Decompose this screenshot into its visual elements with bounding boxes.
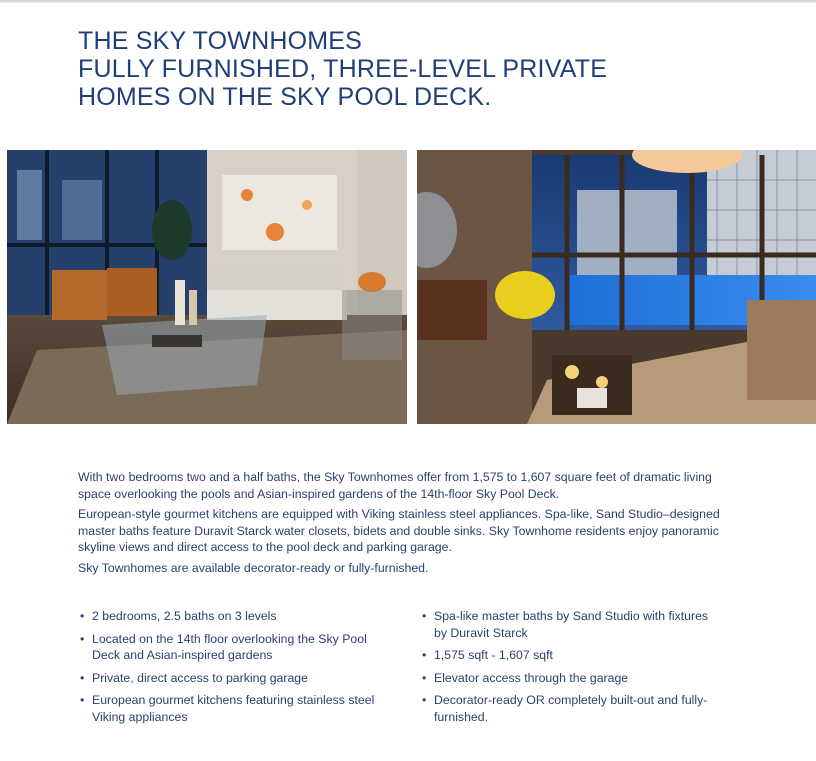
- bullet-icon: •: [80, 693, 85, 707]
- list-item: • 2 bedrooms, 2.5 baths on 3 levels: [80, 609, 277, 623]
- bullet-icon: •: [80, 670, 85, 685]
- list-item: • Located on the 14th floor overlooking the Sky Pool Deck and Asian-inspired gardens: [80, 631, 367, 662]
- description: [78, 469, 728, 581]
- bullet-icon: •: [80, 609, 85, 623]
- feature-list-right: [422, 608, 722, 731]
- bullet-icon: •: [422, 693, 427, 707]
- description-paragraph-2: European-style gourmet kitchens are equipped with Viking stainless steel appliances. Spa-like, Sand Studio–designed master baths feature Duravit Starck water closets, bidets and double sinks. Sky Townhome residents enjoy panoramic skyline views and direct access to the pool deck and parking garage.: [78, 507, 720, 555]
- list-item: • Decorator-ready OR completely built-out and fully-furnished.: [422, 693, 708, 724]
- list-item: • Spa-like master baths by Sand Studio with fixtures by Duravit Starck: [422, 609, 709, 640]
- living-room-photo: [7, 150, 407, 424]
- page-title: [78, 27, 607, 111]
- description-paragraph-3: Sky Townhomes are available decorator-ready or fully-furnished.: [78, 560, 429, 575]
- bullet-icon: •: [422, 670, 427, 685]
- description-paragraph-1: With two bedrooms two and a half baths, the Sky Townhomes offer from 1,575 to 1,607 square feet of dramatic living space overlooking the pools and Asian-inspired gardens of the 14th-floor Sky Pool Deck.: [78, 470, 712, 501]
- title-line-3: HOMES ON THE SKY POOL DECK.: [78, 83, 492, 111]
- bullet-icon: •: [422, 609, 427, 623]
- list-item: • Elevator access through the garage: [422, 670, 629, 685]
- list-item: • 1,575 sqft - 1,607 sqft: [422, 648, 553, 662]
- bullet-icon: •: [80, 631, 85, 646]
- feature-list-left: [80, 608, 390, 731]
- list-item: • European gourmet kitchens featuring stainless steel Viking appliances: [80, 693, 375, 724]
- title-line-2: FULLY FURNISHED, THREE-LEVEL PRIVATE: [78, 55, 608, 83]
- bedroom-pool-view-photo: [417, 150, 816, 424]
- bullet-icon: •: [422, 648, 427, 662]
- title-line-1: THE SKY TOWNHOMES: [78, 27, 363, 55]
- top-divider: [0, 0, 816, 3]
- list-item: • Private, direct access to parking garage: [80, 670, 308, 685]
